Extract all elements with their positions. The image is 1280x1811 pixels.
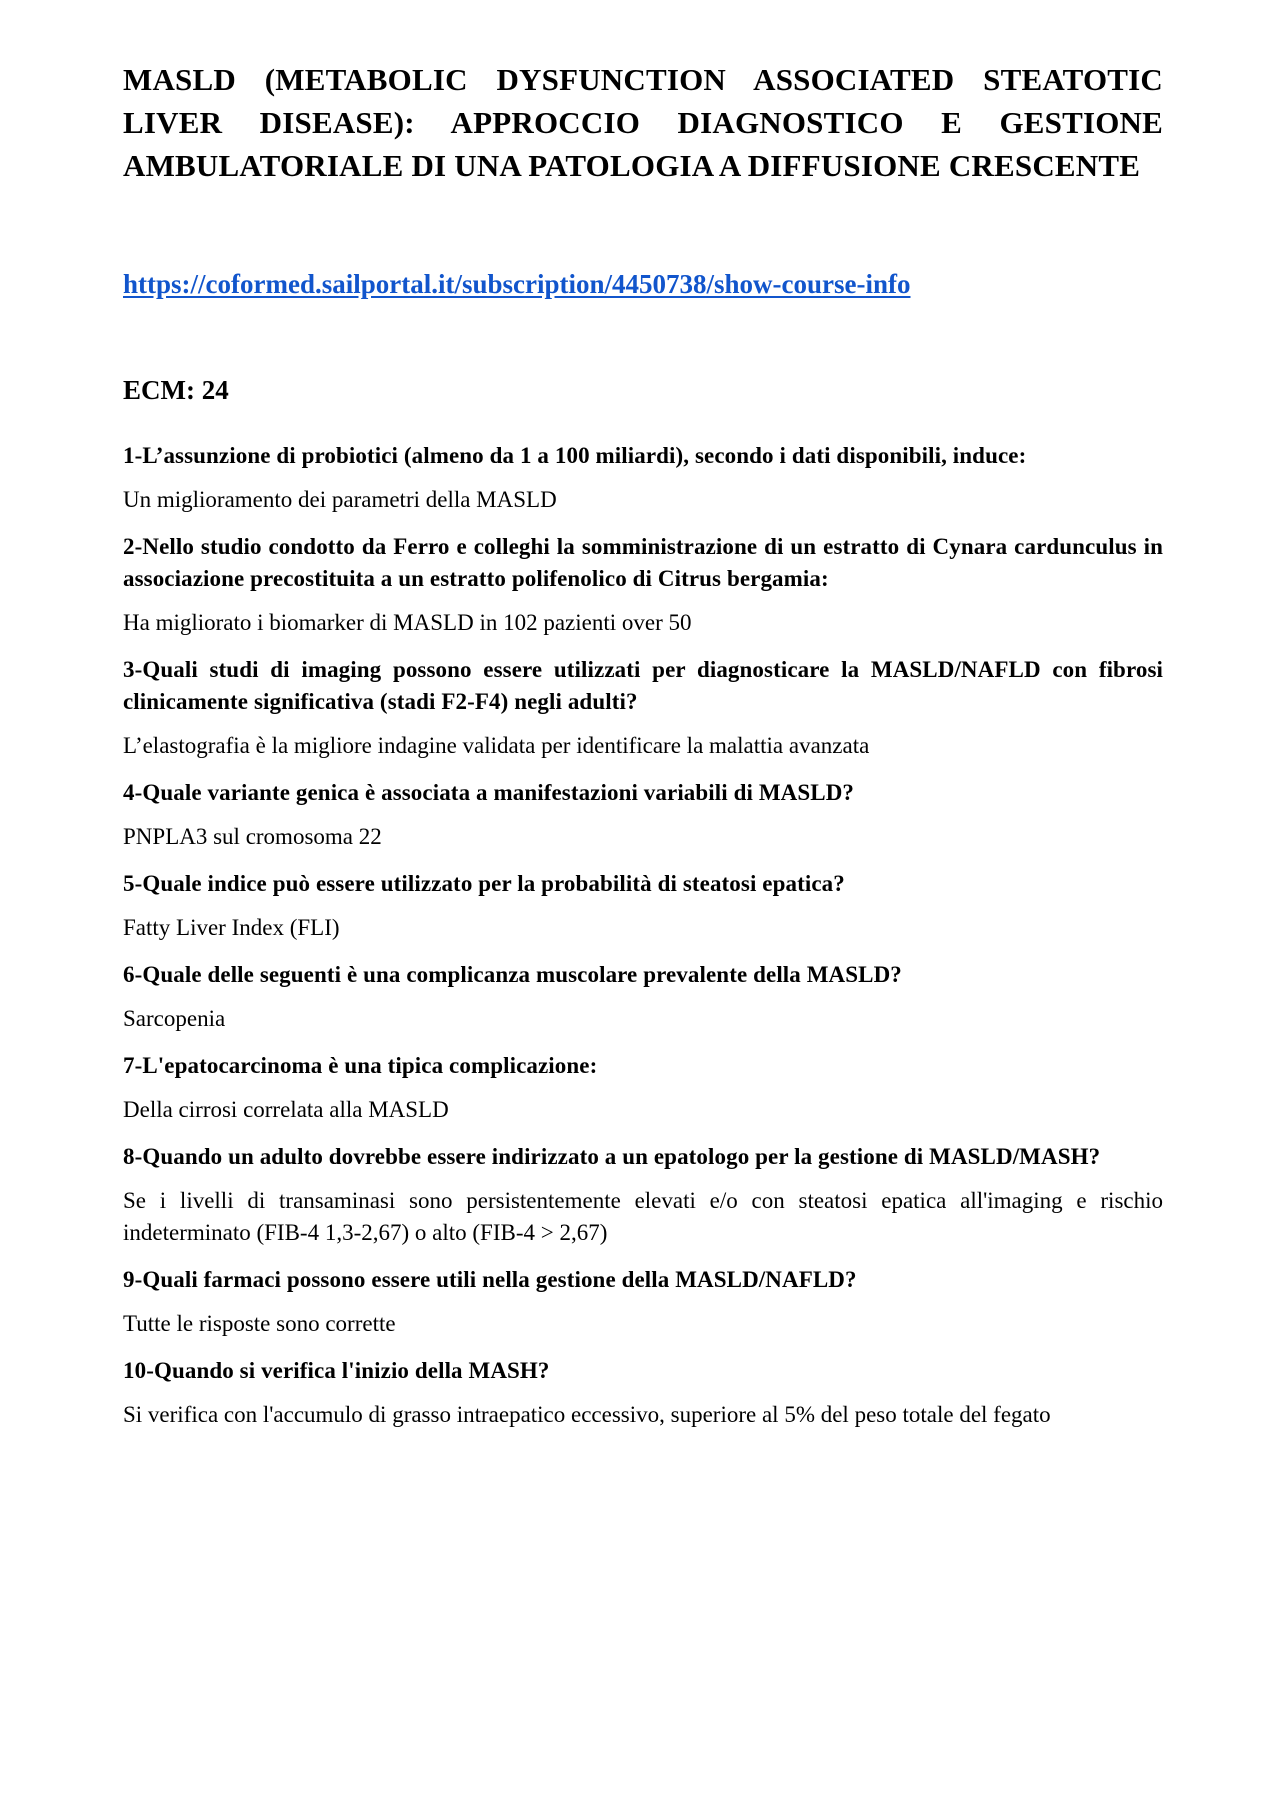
- qa-item: [123, 654, 1163, 762]
- question-text: 5-Quale indice può essere utilizzato per la probabilità di steatosi epatica?: [123, 871, 845, 896]
- qa-item: [123, 959, 1163, 1035]
- qa-item: [123, 440, 1163, 516]
- answer-text: Si verifica con l'accumulo di grasso intraepatico eccessivo, superiore al 5% del peso totale del fegato: [123, 1402, 1051, 1427]
- answer-text: Tutte le risposte sono corrette: [123, 1311, 396, 1336]
- qa-item: [123, 1050, 1163, 1126]
- document-page: [123, 58, 1163, 1446]
- answer-text: Fatty Liver Index (FLI): [123, 915, 340, 940]
- answer-text: Ha migliorato i biomarker di MASLD in 102 pazienti over 50: [123, 610, 692, 635]
- answer-text: PNPLA3 sul cromosoma 22: [123, 824, 382, 849]
- qa-item: [123, 1264, 1163, 1340]
- course-link[interactable]: https://coformed.sailportal.it/subscription/4450738/show-course-info: [123, 269, 911, 299]
- qa-item: [123, 777, 1163, 853]
- answer-text: L’elastografia è la migliore indagine validata per identificare la malattia avanzata: [123, 733, 870, 758]
- question-text: 4-Quale variante genica è associata a manifestazioni variabili di MASLD?: [123, 780, 855, 805]
- qa-item: [123, 1355, 1163, 1431]
- question-text: 2-Nello studio condotto da Ferro e colleghi la somministrazione di un estratto di Cynara cardunculus in associazione precostituita a un estratto polifenolico di Citrus bergamia:: [123, 534, 1163, 591]
- question-text: 8-Quando un adulto dovrebbe essere indirizzato a un epatologo per la gestione di MASLD/MASH?: [123, 1144, 1101, 1169]
- answer-text: Della cirrosi correlata alla MASLD: [123, 1097, 449, 1122]
- question-text: 9-Quali farmaci possono essere utili nella gestione della MASLD/NAFLD?: [123, 1267, 857, 1292]
- answer-text: Sarcopenia: [123, 1006, 226, 1031]
- question-text: 6-Quale delle seguenti è una complicanza muscolare prevalente della MASLD?: [123, 962, 902, 987]
- qa-item: [123, 1141, 1163, 1249]
- answer-text: Se i livelli di transaminasi sono persistentemente elevati e/o con steatosi epatica all'imaging e rischio indeterminato (FIB-4 1,3-2,67) o alto (FIB-4 > 2,67): [123, 1188, 1163, 1245]
- question-text: 10-Quando si verifica l'inizio della MASH?: [123, 1358, 550, 1383]
- question-text: 1-L’assunzione di probiotici (almeno da 1 a 100 miliardi), secondo i dati disponibili, induce:: [123, 443, 1027, 468]
- ecm-credits: ECM: 24: [123, 375, 229, 405]
- qa-item: [123, 868, 1163, 944]
- question-answer-list: [123, 440, 1163, 1431]
- question-text: 7-L'epatocarcinoma è una tipica complicazione:: [123, 1053, 598, 1078]
- answer-text: Un miglioramento dei parametri della MASLD: [123, 487, 557, 512]
- question-text: 3-Quali studi di imaging possono essere utilizzati per diagnosticare la MASLD/NAFLD con fibrosi clinicamente significativa (stadi F2-F4) negli adulti?: [123, 657, 1163, 714]
- document-title: MASLD (METABOLIC DYSFUNCTION ASSOCIATED STEATOTIC LIVER DISEASE): APPROCCIO DIAGNOSTICO E GESTIONE AMBULATORIALE DI UNA PATOLOGIA A DIFFUSIONE CRESCENTE: [123, 62, 1163, 183]
- qa-item: [123, 531, 1163, 639]
